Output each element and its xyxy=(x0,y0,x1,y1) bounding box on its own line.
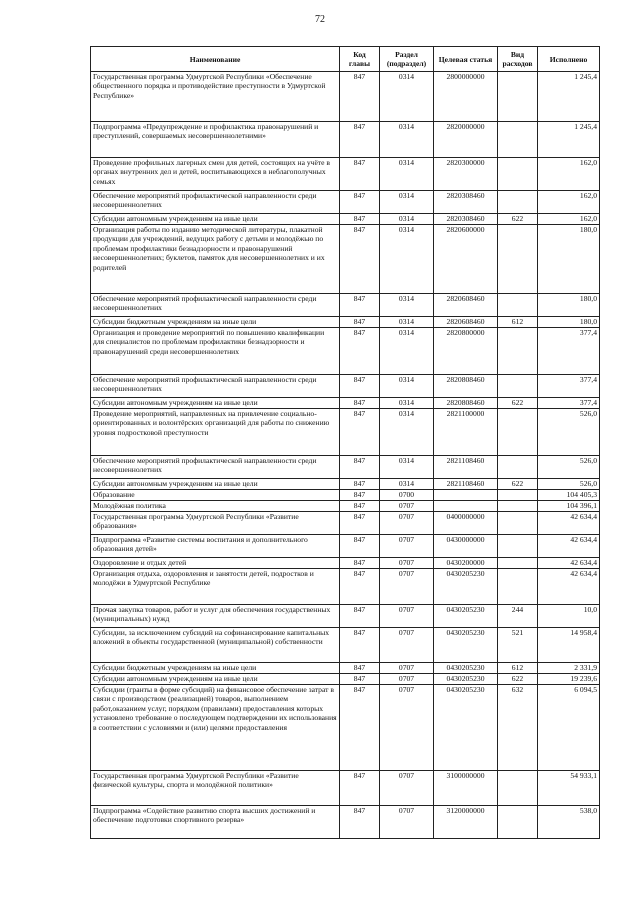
cell-expense xyxy=(498,558,538,569)
cell-expense xyxy=(498,191,538,214)
cell-expense xyxy=(498,225,538,294)
table-header-row xyxy=(91,47,600,72)
cell-target: 0430205230 xyxy=(434,663,498,674)
table-row xyxy=(91,806,600,839)
cell-target: 2820308460 xyxy=(434,214,498,225)
cell-amount: 1 245,4 xyxy=(538,122,600,158)
cell-code: 847 xyxy=(340,191,380,214)
cell-amount: 104 405,3 xyxy=(538,490,600,501)
cell-code: 847 xyxy=(340,490,380,501)
table-row xyxy=(91,535,600,558)
cell-code: 847 xyxy=(340,225,380,294)
cell-name: Организация и проведение мероприятий по повышению квалификации для специалистов по проблемам профилактики безнадзорности и правонарушений среди несовершеннолетних xyxy=(91,328,340,375)
cell-amount: 162,0 xyxy=(538,191,600,214)
cell-name: Государственная программа Удмуртской Республики «Развитие физической культуры, спорта и молодёжной политики» xyxy=(91,771,340,806)
cell-amount: 526,0 xyxy=(538,456,600,479)
cell-target: 0400000000 xyxy=(434,512,498,535)
table-row xyxy=(91,569,600,605)
table-row xyxy=(91,490,600,501)
cell-amount: 54 933,1 xyxy=(538,771,600,806)
cell-name: Подпрограмма «Предупреждение и профилактика правонарушений и преступлений, совершаемых несовершеннолетними» xyxy=(91,122,340,158)
cell-expense xyxy=(498,72,538,122)
cell-section: 0314 xyxy=(380,158,434,191)
cell-expense xyxy=(498,512,538,535)
cell-name: Субсидии автономным учреждениям на иные цели xyxy=(91,398,340,409)
table-row xyxy=(91,398,600,409)
cell-code: 847 xyxy=(340,569,380,605)
cell-name: Субсидии автономным учреждениям на иные цели xyxy=(91,214,340,225)
cell-section: 0700 xyxy=(380,490,434,501)
table-row xyxy=(91,512,600,535)
cell-expense xyxy=(498,158,538,191)
cell-expense xyxy=(498,328,538,375)
cell-amount: 42 634,4 xyxy=(538,558,600,569)
cell-name: Оздоровление и отдых детей xyxy=(91,558,340,569)
cell-target: 2821100000 xyxy=(434,409,498,456)
cell-code: 847 xyxy=(340,535,380,558)
cell-section: 0314 xyxy=(380,122,434,158)
cell-amount: 377,4 xyxy=(538,375,600,398)
cell-amount: 6 094,5 xyxy=(538,685,600,771)
cell-expense: 622 xyxy=(498,479,538,490)
table-row xyxy=(91,409,600,456)
cell-name: Проведение профильных лагерных смен для детей, состоящих на учёте в органах внутренних дел и детей, воспитывающихся в неблагополучных семьях xyxy=(91,158,340,191)
cell-section: 0314 xyxy=(380,191,434,214)
cell-target: 0430000000 xyxy=(434,535,498,558)
cell-amount: 162,0 xyxy=(538,158,600,191)
cell-target: 2820308460 xyxy=(434,191,498,214)
cell-amount: 538,0 xyxy=(538,806,600,839)
table-row xyxy=(91,558,600,569)
cell-section: 0707 xyxy=(380,501,434,512)
cell-code: 847 xyxy=(340,479,380,490)
table-row xyxy=(91,122,600,158)
table-row xyxy=(91,456,600,479)
cell-name: Обеспечение мероприятий профилактической направленности среди несовершеннолетних xyxy=(91,456,340,479)
cell-expense xyxy=(498,294,538,317)
table-row xyxy=(91,479,600,490)
cell-code: 847 xyxy=(340,685,380,771)
cell-code: 847 xyxy=(340,214,380,225)
cell-expense xyxy=(498,490,538,501)
cell-name: Субсидии автономным учреждениям на иные цели xyxy=(91,674,340,685)
table-row xyxy=(91,685,600,771)
cell-section: 0314 xyxy=(380,225,434,294)
table-row xyxy=(91,674,600,685)
cell-expense xyxy=(498,569,538,605)
page-number: 72 xyxy=(315,14,325,25)
table-row xyxy=(91,191,600,214)
cell-name: Прочая закупка товаров, работ и услуг для обеспечения государственных (муниципальных) нужд xyxy=(91,605,340,628)
table-row xyxy=(91,328,600,375)
cell-target: 2820808460 xyxy=(434,398,498,409)
cell-name: Субсидии бюджетным учреждениям на иные цели xyxy=(91,663,340,674)
cell-name: Государственная программа Удмуртской Республики «Развитие образования» xyxy=(91,512,340,535)
table-row xyxy=(91,317,600,328)
table-row xyxy=(91,375,600,398)
cell-amount: 162,0 xyxy=(538,214,600,225)
cell-amount: 104 396,1 xyxy=(538,501,600,512)
cell-expense xyxy=(498,375,538,398)
cell-code: 847 xyxy=(340,771,380,806)
cell-target: 0430205230 xyxy=(434,605,498,628)
cell-code: 847 xyxy=(340,375,380,398)
cell-expense xyxy=(498,806,538,839)
cell-amount: 377,4 xyxy=(538,328,600,375)
cell-section: 0707 xyxy=(380,558,434,569)
cell-name: Подпрограмма «Развитие системы воспитания и дополнительного образования детей» xyxy=(91,535,340,558)
table-row xyxy=(91,214,600,225)
cell-amount: 526,0 xyxy=(538,409,600,456)
cell-amount: 42 634,4 xyxy=(538,512,600,535)
cell-code: 847 xyxy=(340,628,380,663)
header-expense: Вид расходов xyxy=(498,47,538,72)
cell-code: 847 xyxy=(340,317,380,328)
table-row xyxy=(91,225,600,294)
cell-expense xyxy=(498,409,538,456)
cell-expense: 622 xyxy=(498,214,538,225)
table-row xyxy=(91,72,600,122)
cell-code: 847 xyxy=(340,806,380,839)
cell-name: Молодёжная политика xyxy=(91,501,340,512)
cell-code: 847 xyxy=(340,158,380,191)
cell-name: Обеспечение мероприятий профилактической направленности среди несовершеннолетних xyxy=(91,191,340,214)
cell-expense xyxy=(498,535,538,558)
cell-expense: 622 xyxy=(498,398,538,409)
cell-section: 0707 xyxy=(380,685,434,771)
cell-code: 847 xyxy=(340,674,380,685)
cell-target: 2820800000 xyxy=(434,328,498,375)
cell-name: Субсидии автономным учреждениям на иные цели xyxy=(91,479,340,490)
cell-expense: 612 xyxy=(498,663,538,674)
cell-section: 0314 xyxy=(380,214,434,225)
budget-table xyxy=(90,46,600,839)
cell-section: 0707 xyxy=(380,605,434,628)
cell-name: Субсидии, за исключением субсидий на софинансирование капитальных вложений в объекты государственной (муниципальной) собственности xyxy=(91,628,340,663)
cell-code: 847 xyxy=(340,558,380,569)
header-amount: Исполнено xyxy=(538,47,600,72)
cell-target xyxy=(434,501,498,512)
cell-section: 0707 xyxy=(380,569,434,605)
cell-target: 2820600000 xyxy=(434,225,498,294)
cell-name: Проведение мероприятий, направленных на привлечение социально-ориентированных и волонтёрских организаций для работы по снижению уровня подростковой преступности xyxy=(91,409,340,456)
cell-section: 0314 xyxy=(380,409,434,456)
cell-target: 2821108460 xyxy=(434,479,498,490)
cell-expense: 632 xyxy=(498,685,538,771)
cell-target: 3100000000 xyxy=(434,771,498,806)
cell-amount: 19 239,6 xyxy=(538,674,600,685)
cell-name: Субсидии (гранты в форме субсидий) на финансовое обеспечение затрат в связи с производством (реализацией) товаров, выполнением работ,оказанием услуг, порядком (правилами) предоставления которых установлено требование о последующем подтверждении их использования в соответствии с условиями и (или) целями предоставления xyxy=(91,685,340,771)
cell-name: Обеспечение мероприятий профилактической направленности среди несовершеннолетних xyxy=(91,375,340,398)
header-target: Целевая статья xyxy=(434,47,498,72)
cell-expense xyxy=(498,456,538,479)
header-name: Наименование xyxy=(91,47,340,72)
cell-expense: 612 xyxy=(498,317,538,328)
header-code: Код главы xyxy=(340,47,380,72)
cell-section: 0707 xyxy=(380,674,434,685)
cell-code: 847 xyxy=(340,501,380,512)
cell-code: 847 xyxy=(340,328,380,375)
cell-name: Обеспечение мероприятий профилактической направленности среди несовершеннолетних xyxy=(91,294,340,317)
cell-target: 2820808460 xyxy=(434,375,498,398)
cell-amount: 526,0 xyxy=(538,479,600,490)
table-row xyxy=(91,501,600,512)
cell-expense xyxy=(498,122,538,158)
table-row xyxy=(91,771,600,806)
cell-name: Государственная программа Удмуртской Республики «Обеспечение общественного порядка и противодействие преступности в Удмуртской Республике» xyxy=(91,72,340,122)
cell-name: Образование xyxy=(91,490,340,501)
cell-section: 0314 xyxy=(380,375,434,398)
cell-target: 0430205230 xyxy=(434,674,498,685)
cell-target: 3120000000 xyxy=(434,806,498,839)
cell-section: 0707 xyxy=(380,535,434,558)
cell-target: 0430200000 xyxy=(434,558,498,569)
cell-section: 0707 xyxy=(380,806,434,839)
cell-code: 847 xyxy=(340,294,380,317)
cell-amount: 180,0 xyxy=(538,317,600,328)
table-row xyxy=(91,628,600,663)
cell-section: 0314 xyxy=(380,479,434,490)
cell-section: 0707 xyxy=(380,771,434,806)
cell-code: 847 xyxy=(340,605,380,628)
cell-name: Организация отдыха, оздоровления и занятости детей, подростков и молодёжи в Удмуртской Республике xyxy=(91,569,340,605)
table-row xyxy=(91,294,600,317)
cell-amount: 377,4 xyxy=(538,398,600,409)
cell-amount: 180,0 xyxy=(538,225,600,294)
cell-target: 2820000000 xyxy=(434,122,498,158)
cell-amount: 42 634,4 xyxy=(538,569,600,605)
header-section: Раздел (подраздел) xyxy=(380,47,434,72)
cell-section: 0314 xyxy=(380,456,434,479)
cell-code: 847 xyxy=(340,409,380,456)
table-row xyxy=(91,605,600,628)
cell-name: Подпрограмма «Содействие развитию спорта высших достижений и обеспечение подготовки спортивного резерва» xyxy=(91,806,340,839)
cell-target xyxy=(434,490,498,501)
cell-expense: 521 xyxy=(498,628,538,663)
cell-target: 2800000000 xyxy=(434,72,498,122)
cell-code: 847 xyxy=(340,122,380,158)
cell-code: 847 xyxy=(340,456,380,479)
cell-code: 847 xyxy=(340,512,380,535)
cell-expense: 622 xyxy=(498,674,538,685)
cell-section: 0314 xyxy=(380,72,434,122)
cell-section: 0707 xyxy=(380,628,434,663)
cell-target: 0430205230 xyxy=(434,628,498,663)
cell-amount: 2 331,9 xyxy=(538,663,600,674)
cell-target: 2820608460 xyxy=(434,317,498,328)
cell-section: 0314 xyxy=(380,398,434,409)
cell-amount: 180,0 xyxy=(538,294,600,317)
cell-amount: 42 634,4 xyxy=(538,535,600,558)
cell-name: Субсидии бюджетным учреждениям на иные цели xyxy=(91,317,340,328)
cell-section: 0707 xyxy=(380,663,434,674)
cell-target: 0430205230 xyxy=(434,685,498,771)
cell-amount: 10,0 xyxy=(538,605,600,628)
cell-code: 847 xyxy=(340,398,380,409)
cell-section: 0707 xyxy=(380,512,434,535)
cell-code: 847 xyxy=(340,663,380,674)
cell-target: 2820300000 xyxy=(434,158,498,191)
cell-target: 2820608460 xyxy=(434,294,498,317)
cell-name: Организация работы по изданию методической литературы, плакатной продукции для учреждений, ведущих работу с детьми и молодёжью по проблемам профилактики безнадзорности и правонарушений несовершеннолетних; буклетов, памяток для несовершеннолетних и их родителей xyxy=(91,225,340,294)
cell-expense: 244 xyxy=(498,605,538,628)
cell-expense xyxy=(498,501,538,512)
cell-expense xyxy=(498,771,538,806)
table-row xyxy=(91,158,600,191)
cell-section: 0314 xyxy=(380,328,434,375)
cell-target: 2821108460 xyxy=(434,456,498,479)
cell-amount: 14 958,4 xyxy=(538,628,600,663)
cell-target: 0430205230 xyxy=(434,569,498,605)
table-row xyxy=(91,663,600,674)
cell-code: 847 xyxy=(340,72,380,122)
cell-section: 0314 xyxy=(380,294,434,317)
cell-section: 0314 xyxy=(380,317,434,328)
cell-amount: 1 245,4 xyxy=(538,72,600,122)
